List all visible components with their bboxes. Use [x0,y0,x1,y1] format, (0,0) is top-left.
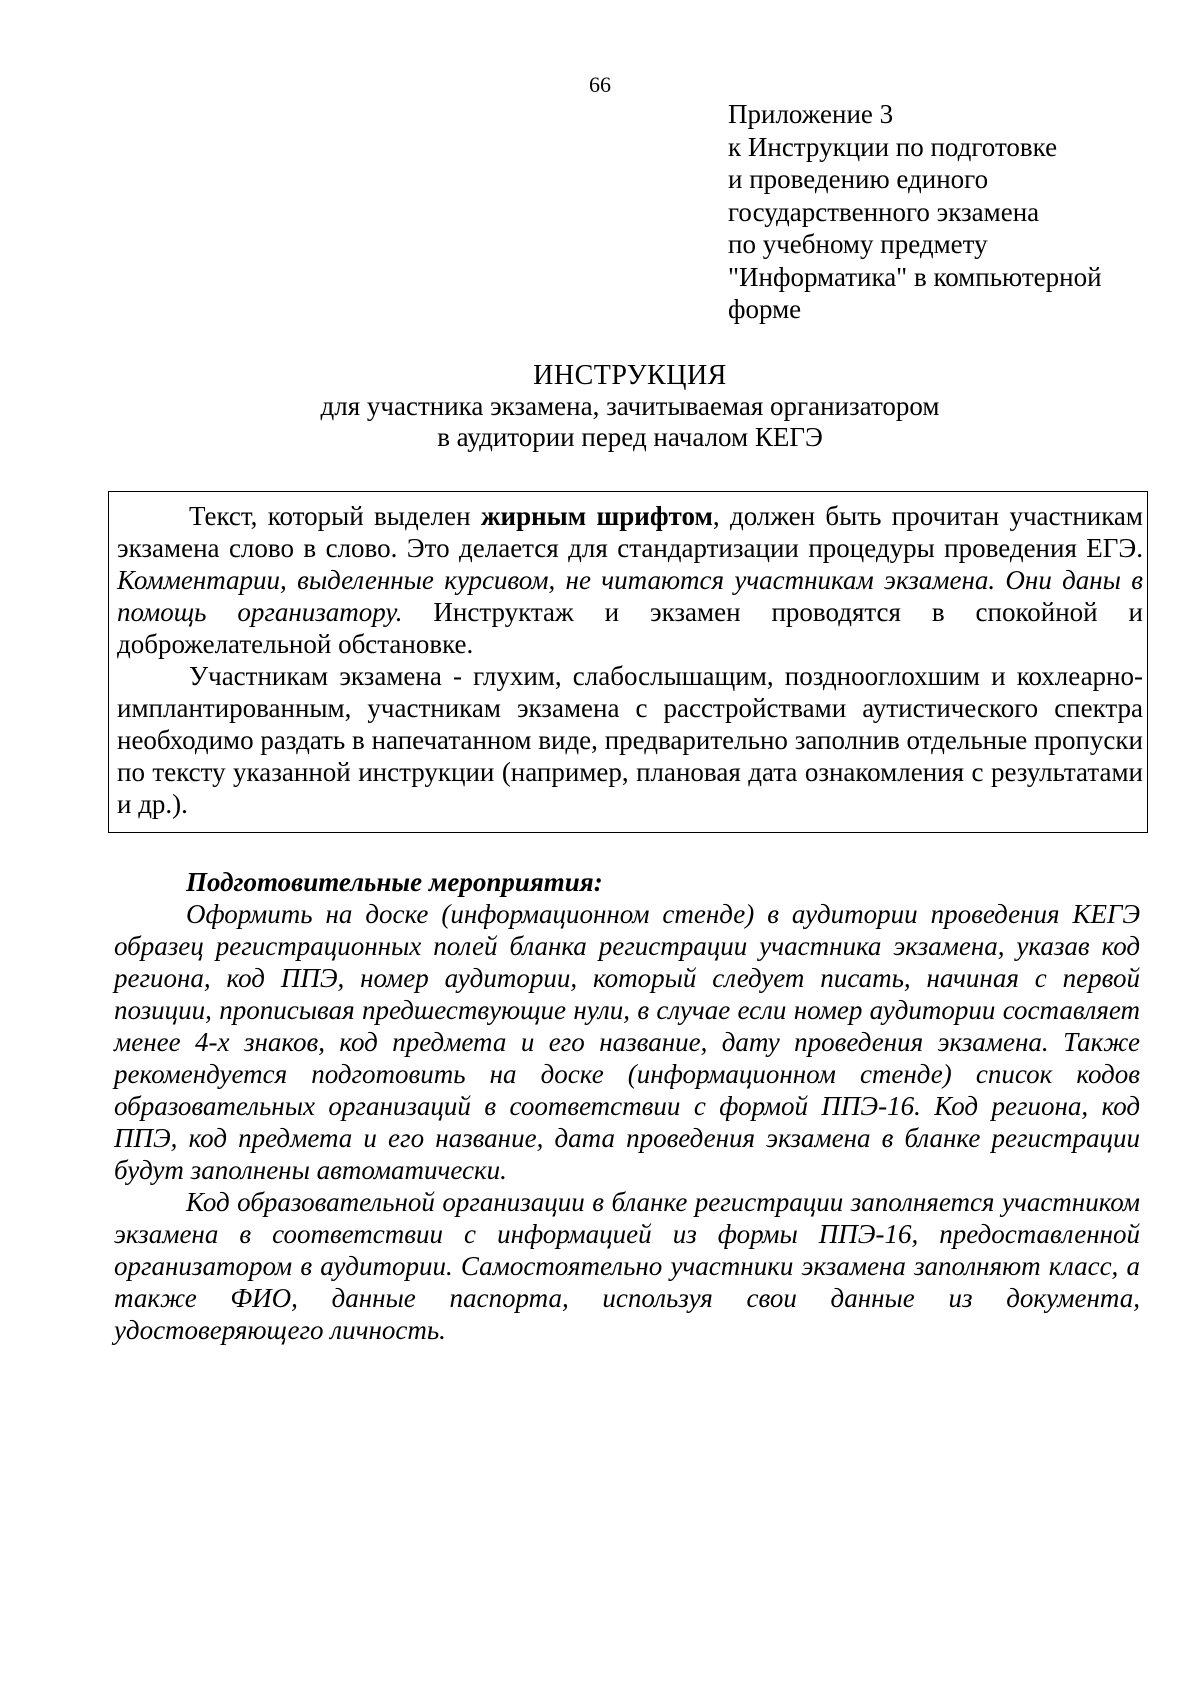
preparation-section [114,866,1140,1346]
appendix-line: "Информатика" в компьютерной [728,261,1102,292]
preparation-paragraph-2: Код образовательной организации в бланке регистрации заполняется участником экзамена в соответствии с информацией из формы ППЭ-16, предоставленной организатором в аудитории. Самостоятельно участники экзамена заполняют класс, а также ФИО, данные паспорта, используя свои данные из документа, удостоверяющего личность. [114,1187,1140,1345]
notice-text: Инструктаж и экзамен проводятся в спокойной и доброжелательной обстановке. [117,597,1143,659]
appendix-line: по учебному предмету [728,229,988,259]
notice-text: Текст, который выделен [189,501,481,531]
preparation-paragraph-1: Оформить на доске (информационном стенде) в аудитории проведения КЕГЭ образец регистрационных полей бланка регистрации участника экзамена, указав код региона, код ППЭ, номер аудитории, который следует писать, начиная с первой позиции, прописывая предшествующие нули, в случае если номер аудитории составляет менее 4-х знаков, код предмета и его название, дату проведения экзамена. Также рекомендуется подготовить на доске (информационном стенде) список кодов образовательных организаций в соответствии с формой ППЭ-16. Код региона, код ППЭ, код предмета и его название, дата проведения экзамена в бланке регистрации будут заполнены автоматически. [114,899,1140,1185]
notice-paragraph-1 [117,500,1143,660]
appendix-reference [728,98,1168,326]
document-title [0,360,1200,453]
notice-italic-text: Комментарии, выделенные курсивом, не читаются участникам экзамена. Они даны в помощь организатору. [117,565,1143,627]
title-subtitle-line-2: в аудитории перед началом КЕГЭ [437,422,823,452]
notice-paragraph-2: Участникам экзамена - глухим, слабослышащим, позднооглохшим и кохлеарно-имплантированным, участникам экзамена с расстройствами аутистического спектра необходимо раздать в напечатанном виде, предварительно заполнив отдельные пропуски по тексту указанной инструкции (например, плановая дата ознакомления с результатами и др.). [117,661,1143,819]
appendix-line: форме [728,294,802,324]
title-main: ИНСТРУКЦИЯ [533,360,727,391]
appendix-line: и проведению единого [728,164,989,194]
notice-box [108,491,1148,833]
appendix-line: к Инструкции по подготовке [728,131,1058,162]
title-subtitle-line-1: для участника экзамена, зачитываемая организатором [320,391,940,421]
appendix-line: Приложение 3 [728,99,894,129]
page-number: 66 [589,72,611,97]
notice-text: , должен быть прочитан участникам экзамена слово в слово. Это делается для стандартизации процедуры проведения ЕГЭ. [117,501,1144,563]
appendix-line: государственного экзамена [728,196,1040,227]
preparation-heading: Подготовительные мероприятия: [186,867,603,897]
notice-bold-text: жирным шрифтом [480,501,713,531]
